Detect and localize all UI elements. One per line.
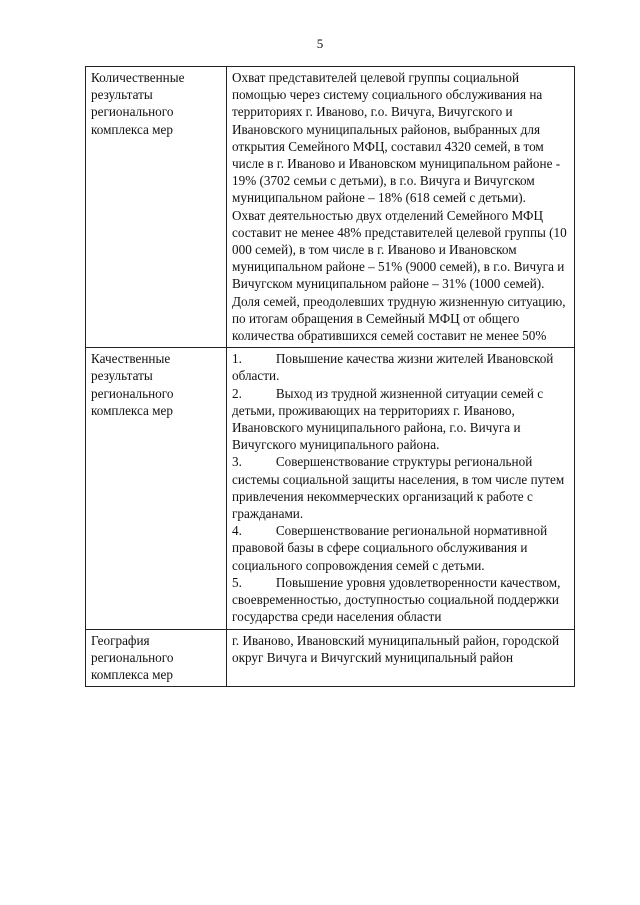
list-item: [232, 574, 569, 626]
list-item: [232, 350, 569, 384]
row-label-cell: [86, 348, 227, 629]
paragraph: г. Иваново, Ивановский муниципальный район, городской округ Вичуга и Вичугский муниципальный район: [232, 632, 560, 665]
row-content-cell: [227, 67, 575, 348]
list-item: [232, 522, 569, 574]
list-item-text: Повышение уровня удовлетворенности качеством, своевременностью, доступностью социальной поддержки государства среди населения области: [232, 574, 561, 625]
row-content-cell: [227, 629, 575, 687]
row-label: Количественные результаты регионального комплекса мер: [91, 70, 185, 137]
list-item-text: Совершенствование региональной нормативной правовой базы в сфере социального обслуживания и социального сопровождения семей с детьми.: [232, 523, 548, 573]
list-item: [232, 385, 569, 454]
list-item-number: 5.: [232, 574, 242, 590]
list-item-text: Совершенствование структуры региональной системы социальной защиты населения, в том числе путем привлечения некоммерческих организаций к работе с гражданами.: [232, 454, 565, 522]
list-item-number: 1.: [232, 351, 242, 367]
row-label-cell: [86, 67, 227, 348]
paragraph: Охват деятельностью двух отделений Семейного МФЦ составит не менее 48% представителей целевой группы (10 000 семей), в том числе в г. Иваново и Ивановском муниципальном районе – 51% (9000 семей), в г.о. Вичуга и Вичугском муниципальном районе – 31% (1000 семей).: [232, 207, 567, 292]
paragraph: Доля семей, преодолевших трудную жизненную ситуацию, по итогам обращения в Семейный МФЦ от общего количества обратившихся семей составит не менее 50%: [232, 293, 566, 344]
table-row-qualitative: [86, 348, 575, 629]
page-number: 5: [316, 36, 324, 51]
list-item-number: 2.: [232, 385, 242, 401]
row-label: География регионального комплекса мер: [91, 632, 174, 682]
row-content-cell: [227, 348, 575, 629]
list-item-number: 4.: [232, 523, 242, 539]
row-label: Качественные результаты регионального комплекса мер: [91, 351, 174, 418]
list-item-text: Выход из трудной жизненной ситуации семей с детьми, проживающих на территориях г. Иваново, Ивановского муниципального района, г.о. Вичуга и Вичугского муниципального района.: [232, 385, 544, 453]
table-row-geography: [86, 629, 575, 687]
list-item: [232, 453, 569, 522]
paragraph: Охват представителей целевой группы социальной помощью через систему социального обслуживания на территориях г. Иваново, г.о. Вичуга, Вичугского и Ивановского муниципальных районов, выбранных для открытия Семейного МФЦ, составил 4320 семей, в том числе в г. Иваново и Ивановском муниципальном районе - 19% (3702 семьи с детьми), в г.о. Вичуга и Вичугском муниципальном районе – 18% (618 семей с детьми).: [232, 70, 561, 206]
row-label-cell: [86, 629, 227, 687]
list-item-text: Повышение качества жизни жителей Ивановской области.: [232, 351, 554, 384]
list-item-number: 3.: [232, 454, 242, 470]
document-table: [85, 66, 575, 687]
table-row-quantitative: [86, 67, 575, 348]
